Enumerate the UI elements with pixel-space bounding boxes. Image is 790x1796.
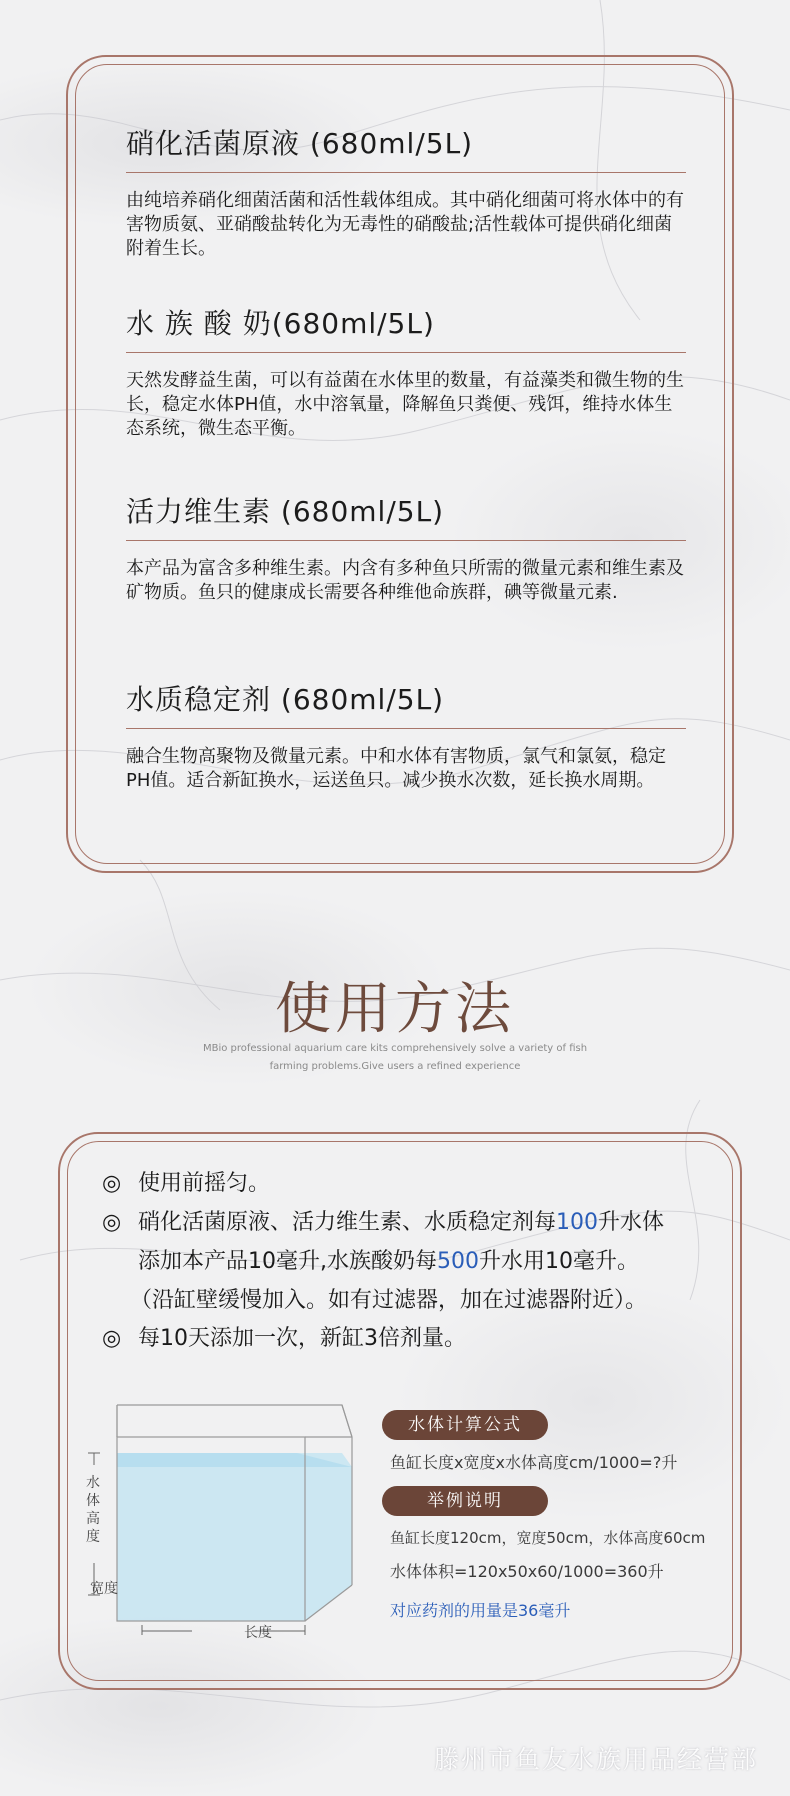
usage-section-title: 使用方法 [275,977,515,1042]
formula-text: 鱼缸长度x宽度x水体高度cm/1000=?升 [390,1453,678,1472]
product-description: 由纯培养硝化细菌活菌和活性载体组成。其中硝化细菌可将水体中的有害物质氨、亚硝酸盐转化为无毒性的硝酸盐;活性载体可提供硝化细菌附着生长。 [126,190,684,259]
highlight-number: 500 [437,1249,479,1274]
highlight-number: 100 [556,1210,599,1235]
water-volume [117,1453,352,1621]
length-label: 长度 [244,1625,272,1641]
product-aquarium-yogurt [126,302,686,441]
product-nitrifying-bacteria [126,122,686,261]
product-title: 水质稳定剂 (680ml/5L) [126,678,686,729]
product-title: 水 族 酸 奶(680ml/5L) [126,302,686,353]
store-watermark: 滕州市鱼友水族用品经营部 [433,1745,758,1774]
usage-step-2-note [130,1283,647,1319]
bullet-circle-icon: ◎ [102,1210,122,1235]
product-title: 硝化活菌原液 (680ml/5L) [126,122,686,173]
step-note: （沿缸壁缓慢加入。如有过滤器，加在过滤器附近）。 [130,1288,648,1313]
step-text: 每10天添加一次，新缸3倍剂量。 [138,1326,466,1351]
usage-step-3 [102,1321,466,1357]
bullet-circle-icon: ◎ [102,1171,122,1196]
example-volume: 水体体积=120x50x60/1000=360升 [390,1562,664,1581]
example-dimensions: 鱼缸长度120cm，宽度50cm，水体高度60cm [390,1529,706,1547]
step-text: 硝化活菌原液、活力维生素、水质稳定剂每 [138,1210,557,1235]
width-label: 宽度 [90,1581,118,1597]
product-description: 天然发酵益生菌，可以有益菌在水体里的数量，有益藻类和微生物的生长，稳定水体PH值，水中溶氧量，降解鱼只粪便、残饵，维持水体生态系统，微生态平衡。 [126,370,684,439]
product-vitamins [126,490,686,605]
bullet-circle-icon: ◎ [102,1326,122,1351]
step-text: 使用前摇匀。 [138,1171,271,1196]
example-badge: 举例说明 [382,1486,548,1516]
usage-subtitle-line-1: MBio professional aquarium care kits comprehensively solve a variety of fish [202,1043,588,1054]
step-text: 升水用10毫升。 [479,1249,639,1274]
step-text: 添加本产品10毫升,水族酸奶每 [138,1249,437,1274]
formula-badge: 水体计算公式 [382,1410,548,1440]
product-description: 本产品为富含多种维生素。内含有多种鱼只所需的微量元素和维生素及矿物质。鱼只的健康成长需要各种维他命族群，碘等微量元素. [126,558,684,603]
usage-step-2-continued [138,1244,639,1280]
product-water-stabilizer [126,678,686,793]
usage-subtitle-line-2: farming problems.Give users a refined experience [269,1061,521,1072]
usage-step-1 [102,1166,270,1202]
usage-step-2 [102,1205,664,1241]
step-text: 升水体 [598,1210,665,1235]
fish-tank-diagram [82,1395,372,1635]
example-dosage-result: 对应药剂的用量是36毫升 [390,1601,571,1620]
water-height-label: 水体高度 [86,1475,100,1545]
product-description: 融合生物高聚物及微量元素。中和水体有害物质，氯气和氯氨，稳定PH值。适合新缸换水，运送鱼只。减少换水次数，延长换水周期。 [126,746,666,791]
product-title: 活力维生素 (680ml/5L) [126,490,686,541]
